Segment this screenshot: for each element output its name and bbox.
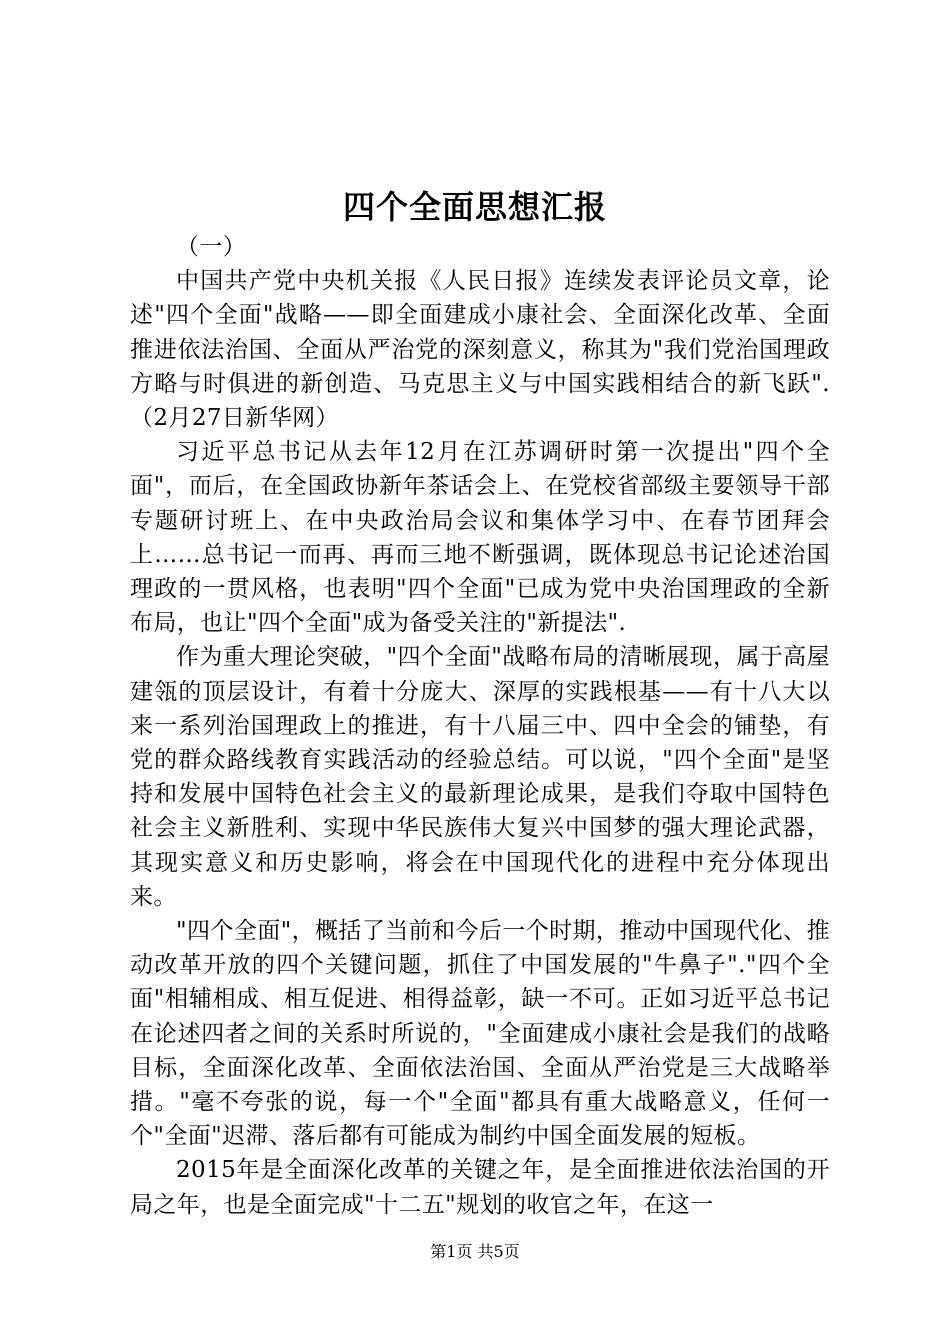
section-marker: （一）	[176, 234, 247, 260]
document-title: 四个全面思想汇报	[342, 188, 607, 226]
page-number-indicator: 第1页 共5页	[430, 1242, 520, 1261]
paragraph-5: 2015年是全面深化改革的关键之年，是全面推进依法治国的开局之年，也是全面完成"十二五"规划的收官之年，在这一	[130, 1157, 830, 1218]
document-body	[130, 230, 830, 1222]
page-footer	[0, 1240, 950, 1264]
paragraph-2: 习近平总书记从去年12月在江苏调研时第一次提出"四个全面"，而后，在全国政协新年茶话会上、在党校省部级主要领导干部专题研讨班上、在中央政治局会议和集体学习中、在春节团拜会上……总书记一而再、再而三地不断强调，既体现总书记论述治国理政的一贯风格，也表明"四个全面"已成为党中央治国理政的全新布局，也让"四个全面"成为备受关注的"新提法".	[130, 439, 830, 637]
paragraph-4: "四个全面"，概括了当前和今后一个时期，推动中国现代化、推动改革开放的四个关键问题，抓住了中国发展的"牛鼻子"."四个全面"相辅相成、相互促进、相得益彰，缺一不可。正如习近平总书记在论述四者之间的关系时所说的，"全面建成小康社会是我们的战略目标，全面深化改革、全面依法治国、全面从严治党是三大战略举措。"毫不夸张的说，每一个"全面"都具有重大战略意义，任何一个"全面"迟滞、落后都有可能成为制约中国全面发展的短板。	[130, 918, 830, 1150]
paragraph-1: 中国共产党中央机关报《人民日报》连续发表评论员文章，论述"四个全面"战略——即全面建成小康社会、全面深化改革、全面推进依法治国、全面从严治党的深刻意义，称其为"我们党治国理政方略与时俱进的新创造、马克思主义与中国实践相结合的新飞跃".（2月27日新华网）	[130, 268, 830, 432]
paragraph-3: 作为重大理论突破，"四个全面"战略布局的清晰展现，属于高屋建瓴的顶层设计，有着十分庞大、深厚的实践根基——有十八大以来一系列治国理政上的推进，有十八届三中、四中全会的铺垫，有党的群众路线教育实践活动的经验总结。可以说，"四个全面"是坚持和发展中国特色社会主义的最新理论成果，是我们夺取中国特色社会主义新胜利、实现中华民族伟大复兴中国梦的强大理论武器，其现实意义和历史影响，将会在中国现代化的进程中充分体现出来。	[130, 644, 830, 910]
